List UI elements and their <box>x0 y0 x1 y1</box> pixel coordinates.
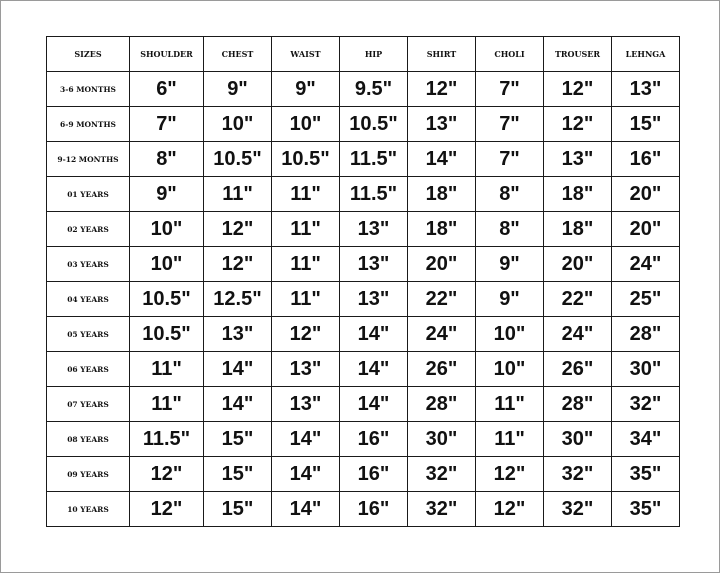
header-row <box>47 37 680 72</box>
measurement-cell: 12.5" <box>204 282 272 317</box>
measurement-cell: 14" <box>408 142 476 177</box>
measurement-cell: 18" <box>408 212 476 247</box>
measurement-cell: 16" <box>340 422 408 457</box>
measurement-cell: 11" <box>272 212 340 247</box>
size-label: 06 YEARS <box>47 352 130 387</box>
measurement-cell: 10" <box>476 317 544 352</box>
measurement-cell: 11" <box>476 422 544 457</box>
measurement-cell: 16" <box>340 457 408 492</box>
measurement-cell: 12" <box>544 107 612 142</box>
table-row <box>47 247 680 282</box>
measurement-cell: 16" <box>340 492 408 527</box>
size-label: 03 YEARS <box>47 247 130 282</box>
measurement-cell: 12" <box>130 457 204 492</box>
measurement-cell: 12" <box>204 212 272 247</box>
measurement-cell: 11.5" <box>340 142 408 177</box>
measurement-cell: 11" <box>204 177 272 212</box>
measurement-cell: 22" <box>408 282 476 317</box>
table-row <box>47 387 680 422</box>
header-sizes: SIZES <box>47 37 130 72</box>
measurement-cell: 14" <box>204 352 272 387</box>
table-row <box>47 492 680 527</box>
measurement-cell: 14" <box>340 352 408 387</box>
measurement-cell: 10" <box>476 352 544 387</box>
measurement-cell: 9" <box>476 247 544 282</box>
measurement-cell: 20" <box>408 247 476 282</box>
size-label: 07 YEARS <box>47 387 130 422</box>
measurement-cell: 8" <box>130 142 204 177</box>
measurement-cell: 18" <box>544 177 612 212</box>
table-row <box>47 352 680 387</box>
measurement-cell: 32" <box>408 457 476 492</box>
measurement-cell: 13" <box>340 212 408 247</box>
measurement-cell: 10.5" <box>130 317 204 352</box>
measurement-cell: 10" <box>204 107 272 142</box>
measurement-cell: 24" <box>612 247 680 282</box>
measurement-cell: 28" <box>408 387 476 422</box>
header-trouser: TROUSER <box>544 37 612 72</box>
size-label: 04 YEARS <box>47 282 130 317</box>
size-label: 02 YEARS <box>47 212 130 247</box>
measurement-cell: 13" <box>408 107 476 142</box>
measurement-cell: 32" <box>408 492 476 527</box>
measurement-cell: 30" <box>612 352 680 387</box>
measurement-cell: 15" <box>204 457 272 492</box>
measurement-cell: 11" <box>272 177 340 212</box>
measurement-cell: 12" <box>476 457 544 492</box>
measurement-cell: 11" <box>476 387 544 422</box>
measurement-cell: 25" <box>612 282 680 317</box>
table-row <box>47 282 680 317</box>
measurement-cell: 7" <box>476 142 544 177</box>
measurement-cell: 10" <box>272 107 340 142</box>
header-waist: WAIST <box>272 37 340 72</box>
measurement-cell: 24" <box>408 317 476 352</box>
header-shirt: SHIRT <box>408 37 476 72</box>
measurement-cell: 6" <box>130 72 204 107</box>
measurement-cell: 18" <box>544 212 612 247</box>
size-label: 01 YEARS <box>47 177 130 212</box>
measurement-cell: 30" <box>408 422 476 457</box>
header-chest: CHEST <box>204 37 272 72</box>
measurement-cell: 13" <box>272 352 340 387</box>
size-label: 9-12 MONTHS <box>47 142 130 177</box>
measurement-cell: 20" <box>612 177 680 212</box>
table-row <box>47 142 680 177</box>
measurement-cell: 10.5" <box>272 142 340 177</box>
measurement-cell: 10.5" <box>204 142 272 177</box>
table-row <box>47 107 680 142</box>
measurement-cell: 10.5" <box>130 282 204 317</box>
measurement-cell: 11" <box>272 247 340 282</box>
measurement-cell: 7" <box>476 107 544 142</box>
table-row <box>47 457 680 492</box>
measurement-cell: 9" <box>272 72 340 107</box>
measurement-cell: 20" <box>544 247 612 282</box>
measurement-cell: 12" <box>544 72 612 107</box>
measurement-cell: 12" <box>204 247 272 282</box>
table-row <box>47 317 680 352</box>
measurement-cell: 10" <box>130 212 204 247</box>
table-row <box>47 177 680 212</box>
measurement-cell: 7" <box>130 107 204 142</box>
measurement-cell: 12" <box>408 72 476 107</box>
header-shoulder: SHOULDER <box>130 37 204 72</box>
table-row <box>47 212 680 247</box>
measurement-cell: 11" <box>130 387 204 422</box>
measurement-cell: 14" <box>204 387 272 422</box>
measurement-cell: 13" <box>204 317 272 352</box>
measurement-cell: 8" <box>476 212 544 247</box>
measurement-cell: 15" <box>204 492 272 527</box>
measurement-cell: 11" <box>130 352 204 387</box>
size-chart-table <box>46 36 680 527</box>
measurement-cell: 7" <box>476 72 544 107</box>
measurement-cell: 13" <box>340 247 408 282</box>
measurement-cell: 15" <box>204 422 272 457</box>
measurement-cell: 11.5" <box>340 177 408 212</box>
measurement-cell: 26" <box>544 352 612 387</box>
size-label: 09 YEARS <box>47 457 130 492</box>
measurement-cell: 13" <box>340 282 408 317</box>
measurement-cell: 9" <box>476 282 544 317</box>
measurement-cell: 32" <box>544 457 612 492</box>
measurement-cell: 18" <box>408 177 476 212</box>
measurement-cell: 28" <box>544 387 612 422</box>
measurement-cell: 12" <box>476 492 544 527</box>
measurement-cell: 15" <box>612 107 680 142</box>
measurement-cell: 28" <box>612 317 680 352</box>
measurement-cell: 35" <box>612 457 680 492</box>
measurement-cell: 14" <box>272 457 340 492</box>
measurement-cell: 32" <box>612 387 680 422</box>
measurement-cell: 26" <box>408 352 476 387</box>
measurement-cell: 20" <box>612 212 680 247</box>
table-row <box>47 72 680 107</box>
measurement-cell: 24" <box>544 317 612 352</box>
measurement-cell: 12" <box>130 492 204 527</box>
measurement-cell: 30" <box>544 422 612 457</box>
measurement-cell: 13" <box>272 387 340 422</box>
measurement-cell: 14" <box>340 317 408 352</box>
size-label: 3-6 MONTHS <box>47 72 130 107</box>
measurement-cell: 11" <box>272 282 340 317</box>
measurement-cell: 11.5" <box>130 422 204 457</box>
measurement-cell: 16" <box>612 142 680 177</box>
table-row <box>47 422 680 457</box>
header-choli: CHOLI <box>476 37 544 72</box>
measurement-cell: 9" <box>204 72 272 107</box>
size-label: 05 YEARS <box>47 317 130 352</box>
header-lehnga: LEHNGA <box>612 37 680 72</box>
measurement-cell: 13" <box>612 72 680 107</box>
measurement-cell: 14" <box>272 422 340 457</box>
measurement-cell: 9.5" <box>340 72 408 107</box>
size-label: 08 YEARS <box>47 422 130 457</box>
size-label: 6-9 MONTHS <box>47 107 130 142</box>
measurement-cell: 34" <box>612 422 680 457</box>
measurement-cell: 10" <box>130 247 204 282</box>
measurement-cell: 12" <box>272 317 340 352</box>
size-label: 10 YEARS <box>47 492 130 527</box>
measurement-cell: 14" <box>272 492 340 527</box>
measurement-cell: 10.5" <box>340 107 408 142</box>
header-hip: HIP <box>340 37 408 72</box>
measurement-cell: 14" <box>340 387 408 422</box>
measurement-cell: 35" <box>612 492 680 527</box>
measurement-cell: 9" <box>130 177 204 212</box>
measurement-cell: 22" <box>544 282 612 317</box>
measurement-cell: 8" <box>476 177 544 212</box>
measurement-cell: 13" <box>544 142 612 177</box>
measurement-cell: 32" <box>544 492 612 527</box>
